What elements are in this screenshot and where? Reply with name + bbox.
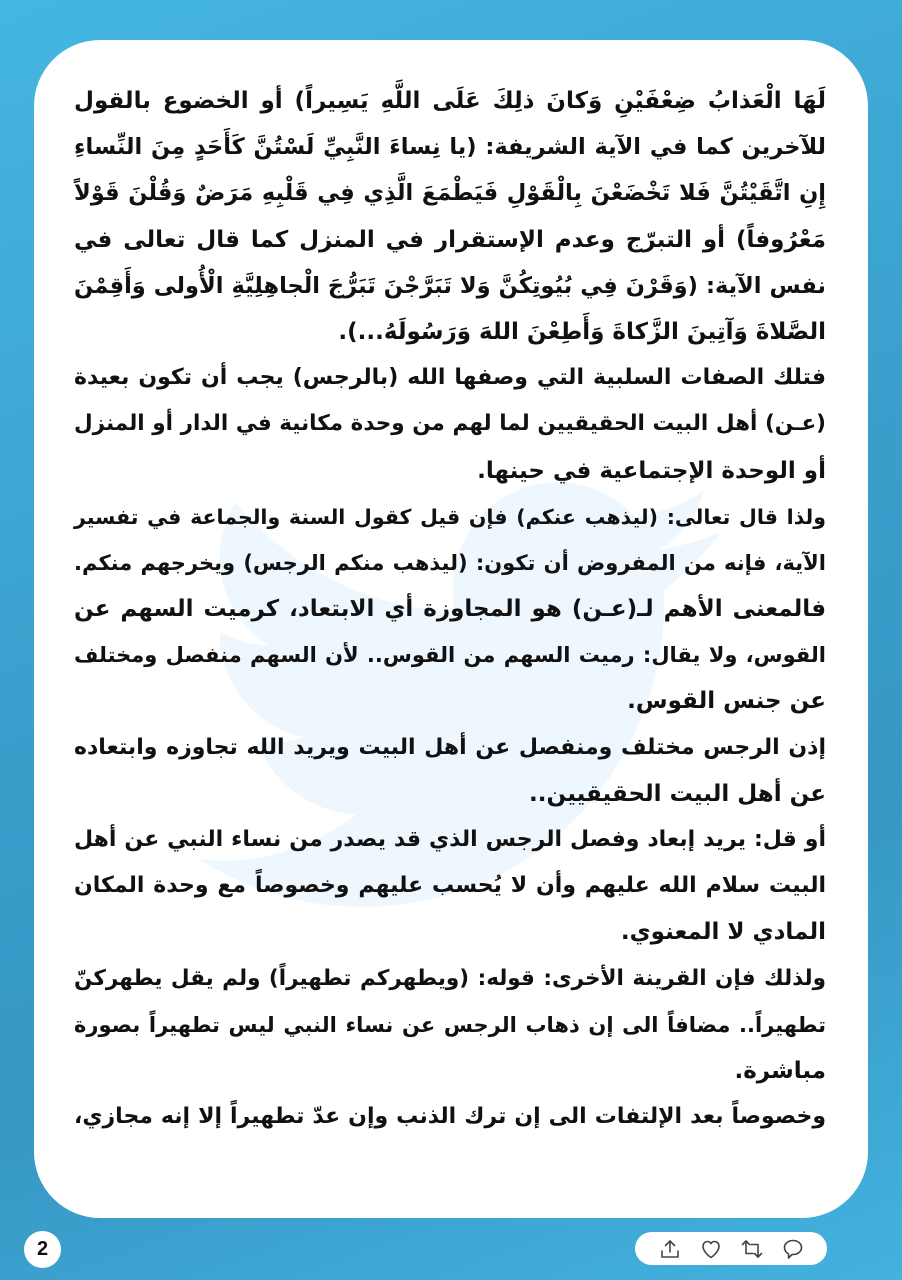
text-line: فتلك الصفات السلبية التي وصفها الله (بالرجس) يجب أن تكون بعيدة [74,365,826,391]
article-body [74,78,826,1140]
share-button[interactable] [657,1236,683,1262]
text-line: نفس الآية: (وَقَرْنَ فِي بُيُوتِكُنَّ وَلا تَبَرَّجْنَ تَبَرُّجَ الْجاهِلِيَّةِ الْأُولى وَأَقِمْنَ [74,272,826,299]
text-line: مباشرة. [734,1057,826,1084]
text-line: عن أهل البيت الحقيقيين.. [529,780,826,807]
text-line: أو الوحدة الإجتماعية في حينها. [477,457,826,484]
page-number: 2 [36,1238,49,1260]
text-line: مَعْرُوفاً) أو التبرّج وعدم الإستقرار في المنزل كما قال تعالى في [74,226,826,253]
text-line: القوس، ولا يقال: رميت السهم من القوس.. لأن السهم منفصل ومختلف [74,643,826,668]
like-button[interactable] [698,1236,724,1262]
text-line: إذن الرجس مختلف ومنفصل عن أهل البيت ويريد الله تجاوزه وابتعاده [74,734,826,760]
text-line: فالمعنى الأهم لـ(عـن) هو المجاوزة أي الابتعاد، كرميت السهم عن [74,596,826,623]
text-line: عن جنس القوس. [627,688,826,715]
tweet-actions-bar [635,1232,827,1265]
heart-icon [699,1237,723,1261]
reply-icon [781,1237,805,1261]
text-line: (عـن) أهل البيت الحقيقيين لما لهم من وحدة مكانية في الدار أو المنزل [74,411,826,437]
text-line: المادي لا المعنوي. [620,919,826,946]
retweet-icon [740,1237,764,1261]
text-line: ولذا قال تعالى: (ليذهب عنكم) فإن قيل كقول السنة والجماعة في تفسير [74,504,826,529]
text-line: ولذلك فإن القرينة الأخرى: قوله: (ويطهركم تطهيراً) ولم يقل يطهركنّ [74,965,826,991]
retweet-button[interactable] [739,1236,765,1262]
text-line: للآخرين كما في الآية الشريفة: (يا نِساءَ النَّبِيِّ لَسْتُنَّ كَأَحَدٍ مِنَ النِّساءِ [74,134,826,161]
text-line: إِنِ اتَّقَيْتُنَّ فَلا تَخْضَعْنَ بِالْقَوْلِ فَيَطْمَعَ الَّذِي فِي قَلْبِهِ مَرَضٌ وَقُلْنَ قَوْلاً [74,180,826,207]
text-line: لَهَا الْعَذابُ ضِعْفَيْنِ وَكانَ ذلِكَ عَلَى اللَّهِ يَسِيراً) أو الخضوع بالقول [74,88,826,114]
text-line: أو قل: يريد إبعاد وفصل الرجس الذي قد يصدر من نساء النبي عن أهل [74,827,826,852]
text-line: الآية، فإنه من المفروض أن تكون: (ليذهب منكم الرجس) ويخرجهم منكم. [74,550,826,575]
text-line: الصَّلاةَ وَآتِينَ الزَّكاةَ وَأَطِعْنَ اللهَ وَرَسُولَهُ...). [338,318,826,345]
reply-button[interactable] [780,1236,806,1262]
text-line: وخصوصاً بعد الإلتفات الى إن ترك الذنب وإن عدّ تطهيراً إلا إنه مجازي، [74,1104,826,1130]
share-icon [658,1237,682,1261]
text-line: البيت سلام الله عليهم وأن لا يُحسب عليهم وخصوصاً مع وحدة المكان [74,873,826,899]
page-number-badge [24,1231,61,1268]
content-card [34,40,868,1218]
text-line: تطهيراً.. مضافاً الى إن ذهاب الرجس عن نساء النبي ليس تطهيراً بصورة [74,1012,826,1037]
